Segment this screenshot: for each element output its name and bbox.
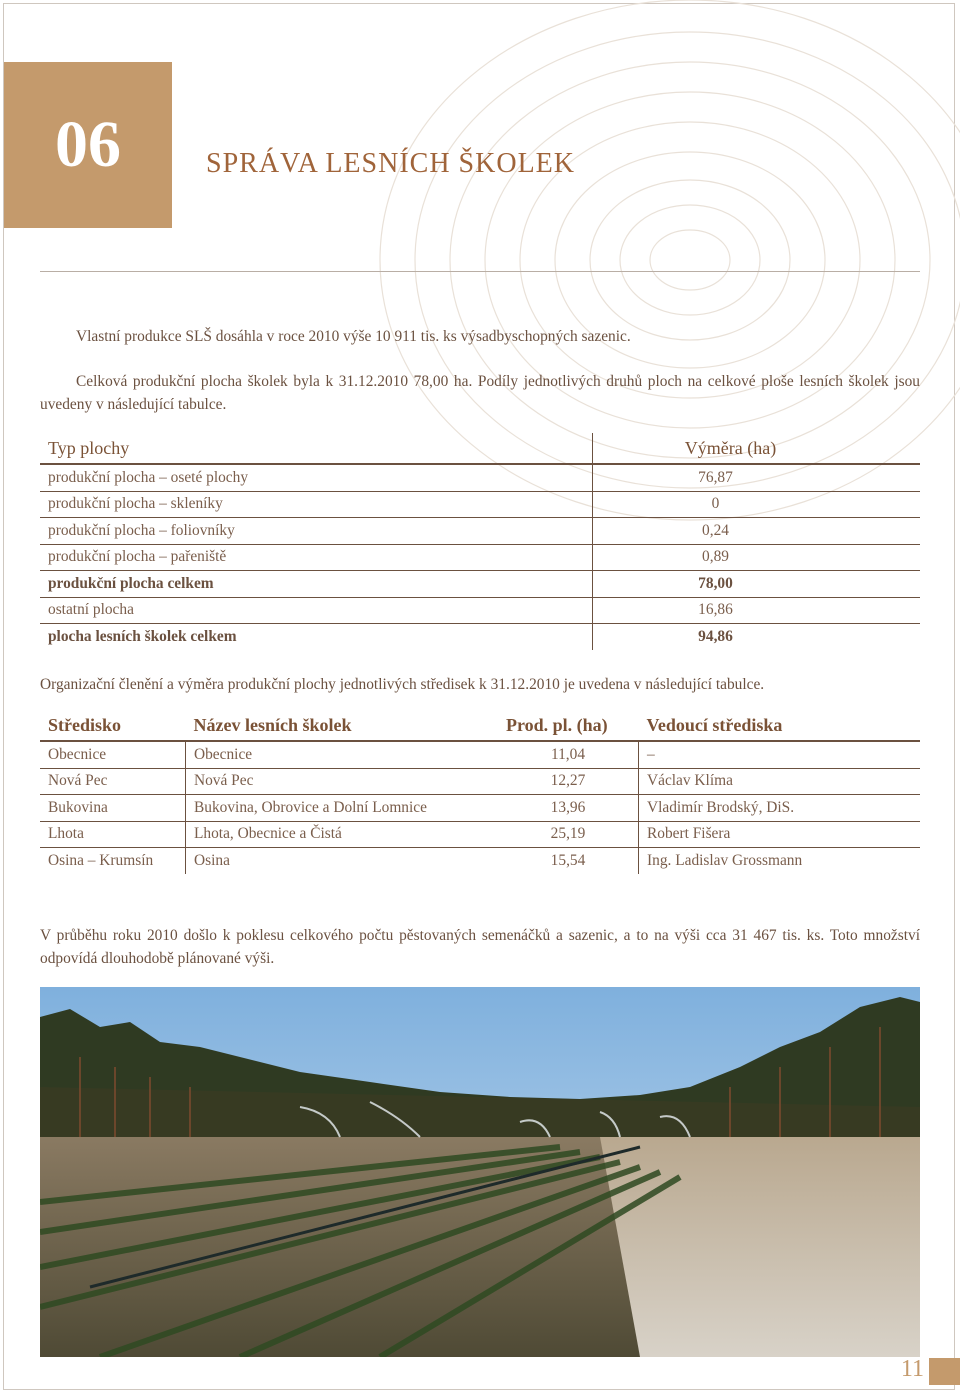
production-area: 12,27 — [498, 768, 639, 795]
table-row-subtotal — [40, 571, 920, 598]
table-header-row — [40, 710, 920, 741]
area-type: produkční plocha celkem — [40, 571, 593, 598]
production-area: 15,54 — [498, 848, 639, 874]
area-type: ostatní plocha — [40, 597, 593, 624]
nursery-name: Nová Pec — [186, 768, 499, 795]
table-row — [40, 518, 920, 545]
area-table — [40, 433, 920, 650]
centre-name: Obecnice — [40, 741, 186, 768]
nursery-name: Bukovina, Obrovice a Dolní Lomnice — [186, 795, 499, 822]
area-value: 0,24 — [593, 518, 921, 545]
table-row — [40, 464, 920, 491]
area-type: produkční plocha – pařeniště — [40, 544, 593, 571]
centres-table — [40, 710, 920, 874]
manager-name: Václav Klíma — [639, 768, 921, 795]
production-area: 11,04 — [498, 741, 639, 768]
area-value: 76,87 — [593, 464, 921, 491]
table-row — [40, 597, 920, 624]
header-divider — [40, 271, 920, 272]
paragraph-organization: Organizační členění a výměra produkční plochy jednotlivých středisek k 31.12.2010 je uvedena v následující tabulce. — [40, 676, 765, 693]
centre-name: Lhota — [40, 821, 186, 848]
area-value: 16,86 — [593, 597, 921, 624]
chapter-number: 06 — [55, 108, 121, 181]
area-type: produkční plocha – foliovníky — [40, 518, 593, 545]
table-row — [40, 544, 920, 571]
table-row — [40, 848, 920, 874]
page-number-bar — [929, 1358, 960, 1385]
manager-name: Robert Fišera — [639, 821, 921, 848]
nursery-name: Lhota, Obecnice a Čistá — [186, 821, 499, 848]
table-row — [40, 491, 920, 518]
paragraph-production: Vlastní produkce SLŠ dosáhla v roce 2010 výše 10 911 tis. ks výsadbyschopných sazenic. — [76, 328, 631, 345]
table-row — [40, 741, 920, 768]
nursery-photo-illustration — [40, 987, 920, 1357]
centre-name: Bukovina — [40, 795, 186, 822]
table-row — [40, 768, 920, 795]
header-production-area: Prod. pl. (ha) — [498, 710, 639, 741]
nursery-name: Osina — [194, 851, 230, 869]
manager-name: – — [639, 741, 921, 768]
table-row — [40, 821, 920, 848]
manager-name: Ing. Ladislav Grossmann — [647, 851, 803, 869]
area-type: produkční plocha – oseté plochy — [40, 464, 593, 491]
table-row-total — [40, 624, 920, 650]
header-nursery-name: Název lesních školek — [186, 710, 499, 741]
centre-name: Nová Pec — [40, 768, 186, 795]
manager-name: Vladimír Brodský, DiS. — [639, 795, 921, 822]
paragraph-seedlings: V průběhu roku 2010 došlo k poklesu celkového počtu pěstovaných semenáčků a sazenic, a to na výši cca 31 467 tis. ks. Toto množství odpovídá dlouhodobě plánované výši. — [40, 927, 920, 967]
area-value: 0 — [593, 491, 921, 518]
nursery-photo — [40, 987, 920, 1357]
header-area-size: Výměra (ha) — [593, 433, 921, 464]
page-number: 11 — [900, 1356, 924, 1382]
nursery-name: Obecnice — [186, 741, 499, 768]
header-area-type: Typ plochy — [40, 433, 593, 464]
header-centre: Středisko — [40, 710, 186, 741]
area-type: produkční plocha – skleníky — [40, 491, 593, 518]
table-header-row — [40, 433, 920, 464]
centre-name: Osina – Krumsín — [40, 848, 186, 874]
area-value: 78,00 — [593, 571, 921, 598]
paragraph-area: Celková produkční plocha školek byla k 31.12.2010 78,00 ha. Podíly jednotlivých druhů ploch na celkové ploše lesních školek jsou uvedeny v následující tabulce. — [40, 373, 920, 413]
header-manager: Vedoucí střediska — [639, 710, 921, 741]
production-area: 25,19 — [498, 821, 639, 848]
area-type: plocha lesních školek celkem — [40, 624, 593, 650]
area-value: 0,89 — [593, 544, 921, 571]
area-value: 94,86 — [698, 627, 733, 645]
production-area: 13,96 — [498, 795, 639, 822]
chapter-title: SPRÁVA LESNÍCH ŠKOLEK — [206, 148, 575, 179]
table-row — [40, 795, 920, 822]
